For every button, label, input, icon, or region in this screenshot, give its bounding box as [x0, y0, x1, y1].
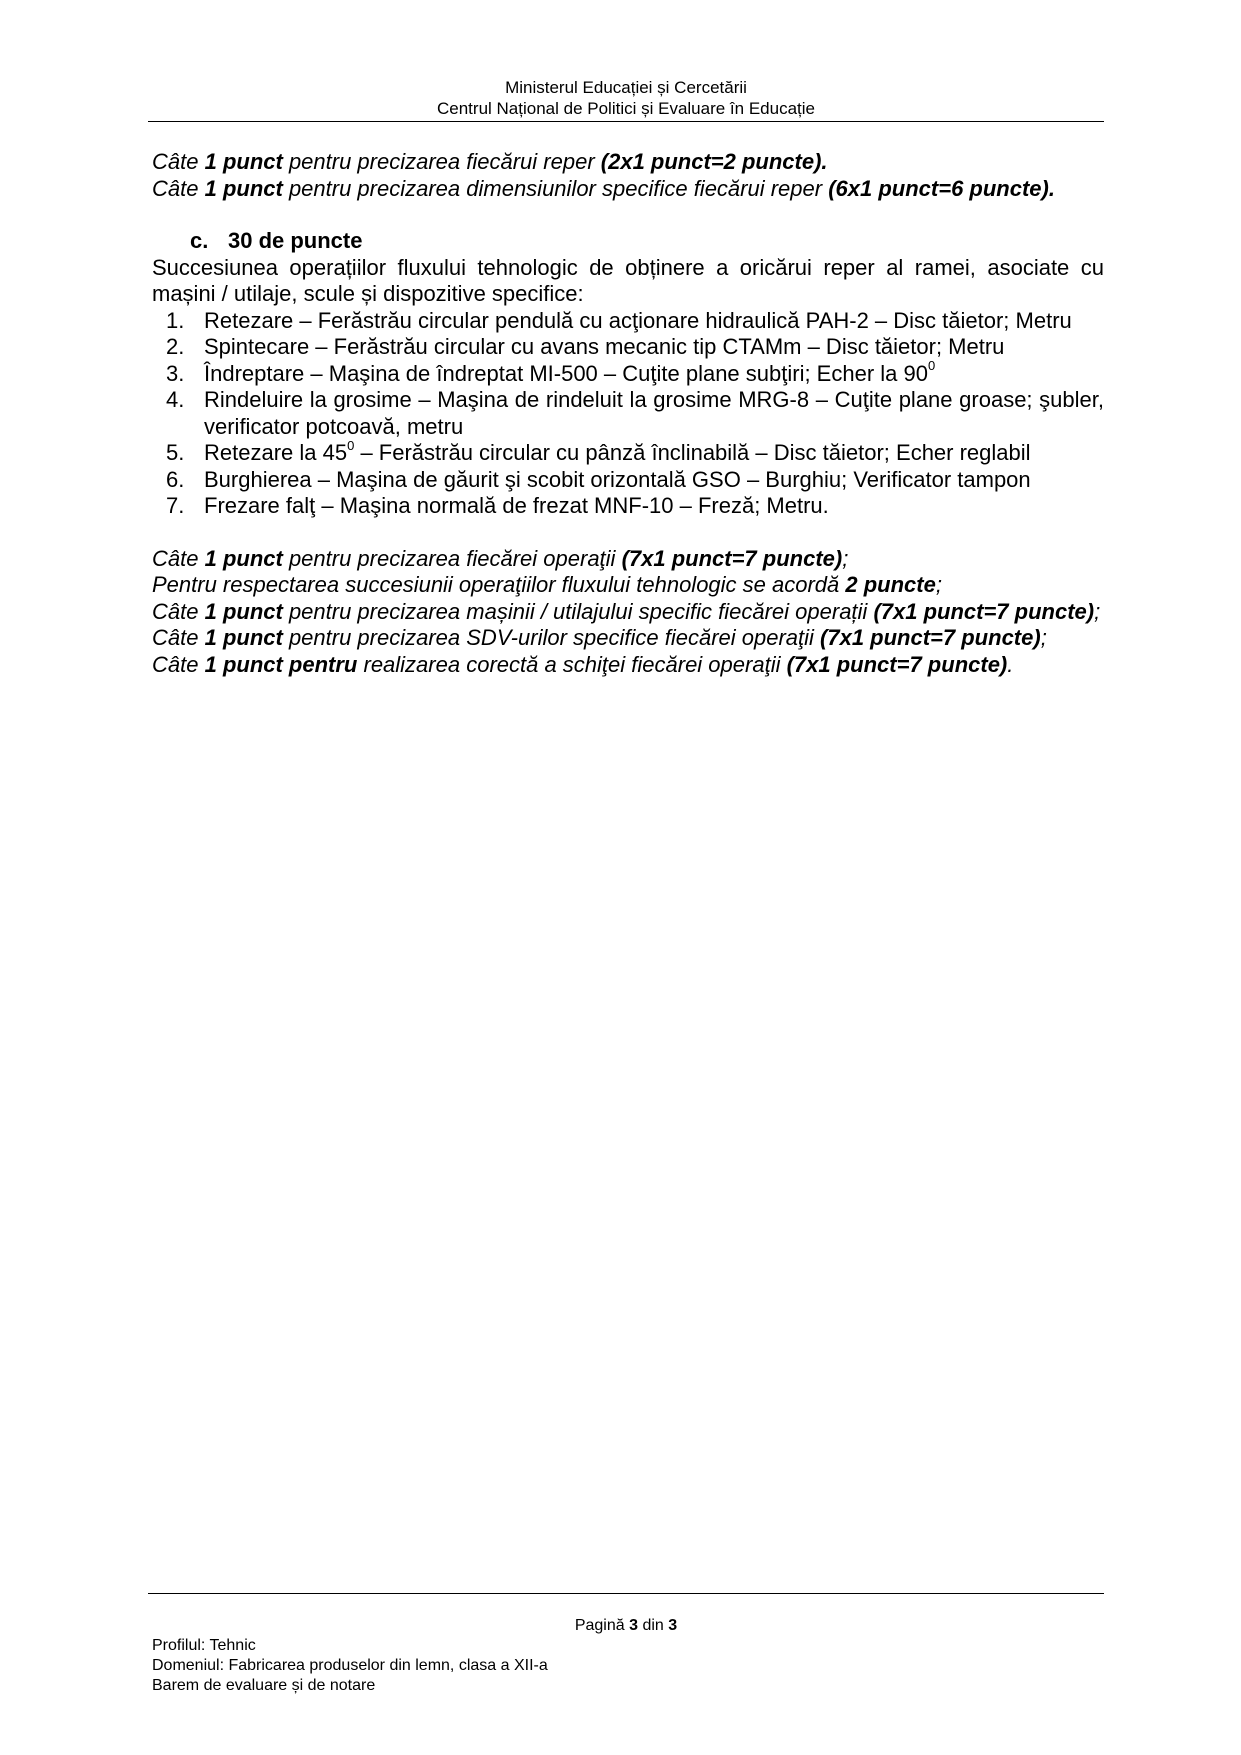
- item-number: 6.: [166, 466, 185, 492]
- item-text: Retezare – Ferăstrău circular pendulă cu acţionare hidraulică PAH-2 – Disc tăietor; Metru: [204, 307, 1072, 333]
- section-heading: [190, 228, 1104, 255]
- section-title: 30 de puncte: [228, 228, 363, 253]
- scoring-criteria: [152, 546, 1104, 679]
- item-text: Spintecare – Ferăstrău circular cu avans mecanic tip CTAMm – Disc tăietor; Metru: [204, 334, 1005, 359]
- text-run: pentru precizarea dimensiunilor specifice fiecărui reper: [282, 175, 829, 201]
- text-run-bold: (7x1 punct=7 puncte): [820, 625, 1041, 650]
- text-run-bold: 1 punct pentru: [204, 651, 358, 677]
- page-label: din: [638, 1617, 669, 1634]
- text-run: realizarea corectă a schiţei fiecărei operaţii: [357, 651, 787, 677]
- header-divider: [148, 121, 1104, 122]
- scoring-line: [152, 652, 1104, 679]
- section-letter: c.: [190, 228, 209, 253]
- item-number: 1.: [166, 307, 185, 333]
- text-run: ;: [1040, 625, 1047, 650]
- section-intro: Succesiunea operațiilor fluxului tehnologic de obținere a oricărui reper al ramei, asociate cu mașini / utilaje, scule și dispozitive specifice:: [152, 254, 1104, 306]
- scoring-reper: [152, 149, 1104, 176]
- list-item: [152, 308, 1104, 335]
- page-current: 3: [629, 1617, 638, 1634]
- text-run: ;: [842, 545, 849, 571]
- item-text: Retezare la 45: [204, 440, 348, 465]
- item-number: 7.: [166, 493, 185, 518]
- text-run-bold: (7x1 punct=7 puncte): [873, 598, 1095, 624]
- degree-superscript: 0: [927, 358, 936, 374]
- text-run: Câte: [152, 625, 205, 650]
- scoring-line: [152, 572, 1104, 599]
- item-text: Burghierea – Maşina de găurit şi scobit orizontală GSO – Burghiu; Verificator tampon: [204, 466, 1031, 492]
- text-run-bold: 1 punct: [204, 625, 283, 650]
- text-run: .: [1007, 651, 1014, 677]
- page-label: Pagină: [574, 1617, 630, 1634]
- item-number: 4.: [166, 387, 185, 412]
- text-run: Câte: [152, 598, 205, 624]
- text-run: Câte: [152, 175, 205, 201]
- text-run: Câte: [152, 545, 205, 571]
- operations-list: [152, 308, 1104, 520]
- text-run: pentru precizarea mașinii / utilajului specific fiecărei operații: [282, 598, 874, 624]
- text-run: ;: [935, 572, 942, 597]
- item-text: Frezare falţ – Maşina normală de frezat MNF-10 – Freză; Metru.: [204, 493, 829, 518]
- text-run-bold: (6x1 punct=6 puncte).: [828, 175, 1055, 201]
- list-item: [152, 334, 1104, 361]
- item-text: Rindeluire la grosime – Maşina de rindeluit la grosime MRG-8 – Cuţite plane groase; şubler, verificator potcoavă, metru: [204, 387, 1104, 439]
- scoring-line: [152, 546, 1104, 573]
- footer-divider: [148, 1593, 1104, 1594]
- text-run-bold: 1 punct: [204, 149, 283, 174]
- text-run-bold: 1 punct: [204, 598, 283, 624]
- degree-superscript: 0: [347, 437, 355, 453]
- list-item: [152, 387, 1104, 440]
- page-number: [148, 1617, 1104, 1635]
- text-run-bold: (2x1 punct=2 puncte).: [600, 149, 828, 174]
- scoring-dimensions: [152, 176, 1104, 203]
- header-ministry: Ministerul Educației și Cercetării: [505, 78, 747, 97]
- scoring-line: [152, 625, 1104, 652]
- text-run: Câte: [152, 651, 205, 677]
- item-number: 2.: [166, 334, 185, 359]
- text-run: pentru precizarea fiecărui reper: [282, 149, 601, 174]
- footer-doc-type: Barem de evaluare și de notare: [152, 1677, 376, 1694]
- text-run: Câte: [152, 149, 205, 174]
- item-number: 3.: [166, 360, 185, 386]
- item-text: – Ferăstrău circular cu pânză înclinabilă – Disc tăietor; Echer reglabil: [354, 440, 1031, 465]
- text-run-bold: 2 puncte: [845, 572, 936, 597]
- scoring-line: [152, 599, 1104, 626]
- text-run-bold: 1 punct: [204, 545, 283, 571]
- list-item: [152, 437, 1104, 467]
- item-text: Îndreptare – Maşina de îndreptat MI-500 – Cuţite plane subţiri; Echer la 90: [204, 360, 928, 386]
- footer-domain: Domeniul: Fabricarea produselor din lemn, clasa a XII-a: [152, 1657, 548, 1674]
- document-body: [152, 149, 1104, 678]
- text-run: pentru precizarea fiecărei operaţii: [282, 545, 622, 571]
- header-center: Centrul Național de Politici și Evaluare în Educație: [437, 99, 815, 118]
- list-item: [152, 467, 1104, 494]
- list-item: [152, 493, 1104, 520]
- page-total: 3: [668, 1617, 678, 1634]
- text-run-bold: (7x1 punct=7 puncte): [621, 545, 843, 571]
- text-run-bold: (7x1 punct=7 puncte): [786, 651, 1008, 677]
- text-run: Pentru respectarea succesiunii operaţiilor fluxului tehnologic se acordă: [152, 572, 846, 597]
- text-run: ;: [1094, 598, 1101, 624]
- list-item: [152, 358, 1104, 388]
- item-number: 5.: [166, 440, 185, 465]
- text-run-bold: 1 punct: [204, 175, 283, 201]
- footer-profile: Profilul: Tehnic: [152, 1637, 256, 1654]
- text-run: pentru precizarea SDV-urilor specifice fiecărei operaţii: [282, 625, 821, 650]
